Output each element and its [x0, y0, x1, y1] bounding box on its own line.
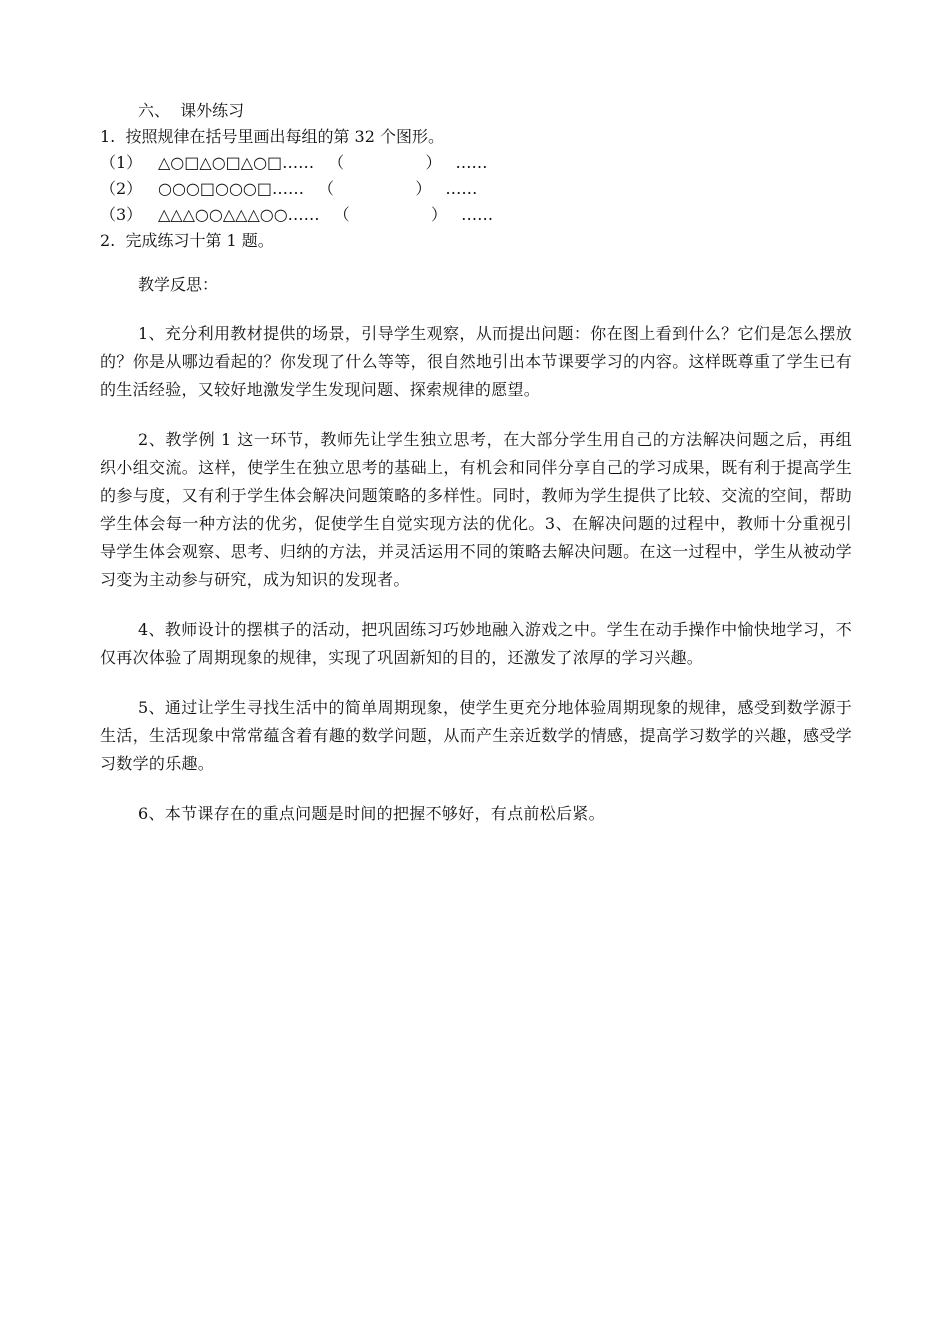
document-page — [100, 98, 852, 828]
reflection-paragraph-4: 5、通过让学生寻找生活中的简单周期现象，使学生更充分地体验周期现象的规律，感受到数学源于生活，生活现象中常常蕴含着有趣的数学问题，从而产生亲近数学的情感，提高学习数学的兴趣，感受学习数学的乐趣。 — [100, 698, 852, 773]
exercise-2: 2. 完成练习十第 1 题。 — [100, 231, 274, 250]
answer-blank: （ ） — [333, 205, 448, 224]
answer-blank: （ ） — [318, 179, 432, 198]
shape-pattern: ○○○□○○○□…… — [158, 179, 304, 198]
row-ellipsis: …… — [455, 153, 488, 172]
answer-blank: （ ） — [328, 153, 442, 172]
shape-pattern: △○□△○□△○□…… — [158, 153, 315, 172]
section-title: 六、 课外练习 — [138, 101, 245, 120]
reflection-paragraph-2: 2、教学例 1 这一环节，教师先让学生独立思考，在大部分学生用自己的方法解决问题之后，再组织小组交流。这样，使学生在独立思考的基础上，有机会和同伴分享自己的学习成果，既有利于提高学生的参与度，又有利于学生体会解决问题策略的多样性。同时，教师为学生提供了比较、交流的空间，帮助学生体会每一种方法的优劣，促使学生自觉实现方法的优化。3、在解决问题的过程中，教师十分重视引导学生体会观察、思考、归纳的方法，并灵活运用不同的策略去解决问题。在这一过程中，学生从被动学习变为主动参与研究，成为知识的发现者。 — [100, 430, 852, 589]
shape-pattern: △△△○○△△△○○…… — [158, 205, 320, 224]
exercise-row-1 — [100, 150, 852, 176]
row-ellipsis: …… — [445, 179, 478, 198]
exercise-row-number: （2） — [100, 179, 143, 198]
reflection-paragraph-3: 4、教师设计的摆棋子的活动，把巩固练习巧妙地融入游戏之中。学生在动手操作中愉快地学习，不仅再次体验了周期现象的规律，实现了巩固新知的目的，还激发了浓厚的学习兴趣。 — [100, 620, 852, 667]
row-ellipsis: …… — [461, 205, 494, 224]
exercise-row-number: （3） — [100, 205, 143, 224]
reflection-title: 教学反思： — [138, 275, 219, 294]
exercise-row-2 — [100, 176, 852, 202]
exercise-row-number: （1） — [100, 153, 143, 172]
reflection-paragraph-5: 6、本节课存在的重点问题是时间的把握不够好，有点前松后紧。 — [138, 804, 605, 823]
reflection-paragraph-1: 1、充分利用教材提供的场景，引导学生观察，从而提出问题：你在图上看到什么？它们是怎么摆放的？你是从哪边看起的？你发现了什么等等，很自然地引出本节课要学习的内容。这样既尊重了学生已有的生活经验，又较好地激发学生发现问题、探索规律的愿望。 — [100, 324, 852, 399]
exercise-row-3 — [100, 202, 852, 228]
exercise-1-prompt: 1. 按照规律在括号里画出每组的第 32 个图形。 — [100, 127, 444, 146]
